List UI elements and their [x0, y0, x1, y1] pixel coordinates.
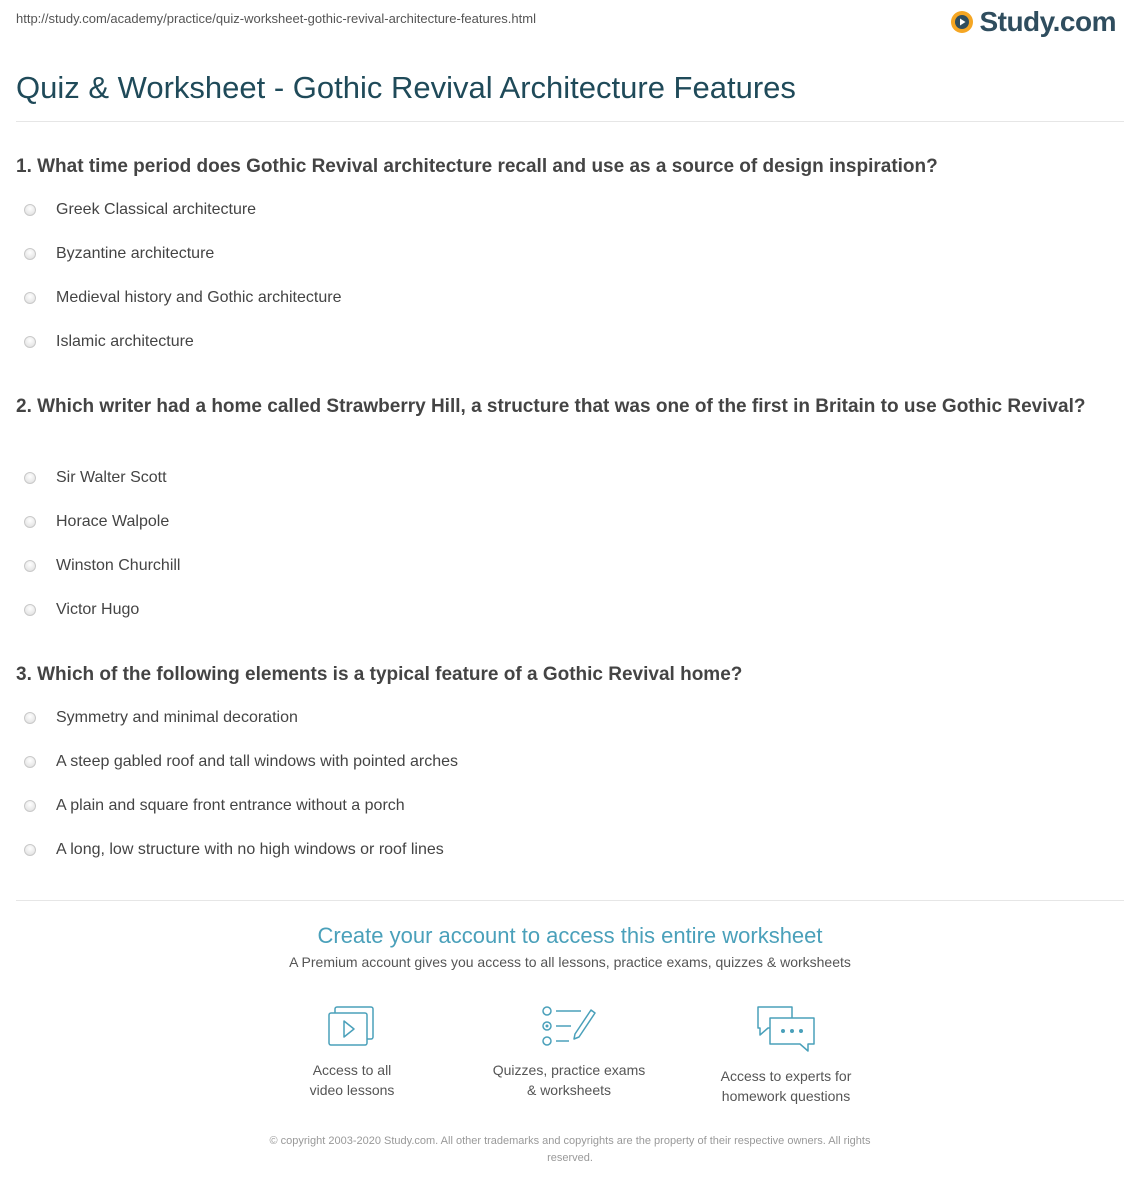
- radio-icon[interactable]: [24, 604, 36, 616]
- answer-option[interactable]: [16, 276, 341, 320]
- answer-label: Byzantine architecture: [56, 245, 215, 262]
- answer-option[interactable]: [16, 544, 180, 588]
- study-logo[interactable]: [950, 6, 1116, 38]
- radio-icon[interactable]: [24, 292, 36, 304]
- question-2: 2. Which writer had a home called Strawberry Hill, a structure that was one of the first in Britain to use Gothic Revival?: [16, 396, 1086, 417]
- radio-icon[interactable]: [24, 756, 36, 768]
- answer-label: Sir Walter Scott: [56, 469, 167, 486]
- play-logo-icon: [950, 10, 974, 34]
- feature-line: Quizzes, practice exams: [492, 1062, 646, 1078]
- answer-option[interactable]: [16, 828, 458, 872]
- answer-option[interactable]: [16, 500, 180, 544]
- feature-line: & worksheets: [526, 1082, 612, 1098]
- answer-label: Symmetry and minimal decoration: [56, 709, 298, 726]
- divider: [16, 900, 1124, 901]
- radio-icon[interactable]: [24, 472, 36, 484]
- radio-icon[interactable]: [24, 204, 36, 216]
- page-url: http://study.com/academy/practice/quiz-worksheet-gothic-revival-architecture-features.html: [16, 11, 536, 26]
- question-1-options: [16, 188, 341, 364]
- answer-option[interactable]: [16, 188, 341, 232]
- question-3: 3. Which of the following elements is a typical feature of a Gothic Revival home?: [16, 664, 743, 685]
- radio-icon[interactable]: [24, 844, 36, 856]
- answer-label: A long, low structure with no high windows or roof lines: [56, 841, 444, 858]
- feature-line: video lessons: [309, 1082, 395, 1098]
- answer-label: Medieval history and Gothic architecture: [56, 289, 342, 306]
- copyright-line: © copyright 2003-2020 Study.com. All other trademarks and copyrights are the property of their respective owners. All rights: [269, 1135, 871, 1147]
- answer-label: Winston Churchill: [56, 557, 181, 574]
- radio-icon[interactable]: [24, 248, 36, 260]
- feature-line: Access to all: [312, 1062, 392, 1078]
- answer-option[interactable]: [16, 320, 341, 364]
- page-title: Quiz & Worksheet - Gothic Revival Architecture Features: [16, 70, 796, 105]
- feature-experts: [686, 1004, 886, 1106]
- answer-option[interactable]: [16, 696, 458, 740]
- logo-text: Study.com: [979, 6, 1116, 37]
- answer-option[interactable]: [16, 456, 180, 500]
- radio-icon[interactable]: [24, 712, 36, 724]
- feature-line: homework questions: [721, 1088, 851, 1104]
- radio-icon[interactable]: [24, 516, 36, 528]
- answer-label: Greek Classical architecture: [56, 201, 257, 218]
- feature-video-lessons: [252, 1004, 452, 1100]
- answer-label: A plain and square front entrance without a porch: [56, 797, 405, 814]
- premium-description: A Premium account gives you access to all lessons, practice exams, quizzes & worksheets: [289, 954, 851, 970]
- create-account-link[interactable]: Create your account to access this entire worksheet: [317, 923, 823, 948]
- answer-option[interactable]: [16, 740, 458, 784]
- video-lessons-icon: [326, 1004, 378, 1048]
- feature-quizzes: [469, 1004, 669, 1100]
- answer-label: A steep gabled roof and tall windows with pointed arches: [56, 753, 459, 770]
- answer-label: Islamic architecture: [56, 333, 194, 350]
- radio-icon[interactable]: [24, 336, 36, 348]
- copyright-footer: [210, 1133, 930, 1167]
- answer-label: Horace Walpole: [56, 513, 170, 530]
- answer-option[interactable]: [16, 232, 341, 276]
- chat-bubbles-icon: [754, 1004, 818, 1054]
- feature-line: Access to experts for: [720, 1068, 852, 1084]
- radio-icon[interactable]: [24, 800, 36, 812]
- answer-option[interactable]: [16, 588, 180, 632]
- answer-label: Victor Hugo: [56, 601, 140, 618]
- divider: [16, 121, 1124, 122]
- question-3-options: [16, 696, 458, 872]
- radio-icon[interactable]: [24, 560, 36, 572]
- answer-option[interactable]: [16, 784, 458, 828]
- question-1: 1. What time period does Gothic Revival architecture recall and use as a source of design inspiration?: [16, 156, 938, 177]
- quiz-checklist-icon: [541, 1004, 597, 1048]
- copyright-line: reserved.: [547, 1152, 593, 1164]
- question-2-options: [16, 456, 180, 632]
